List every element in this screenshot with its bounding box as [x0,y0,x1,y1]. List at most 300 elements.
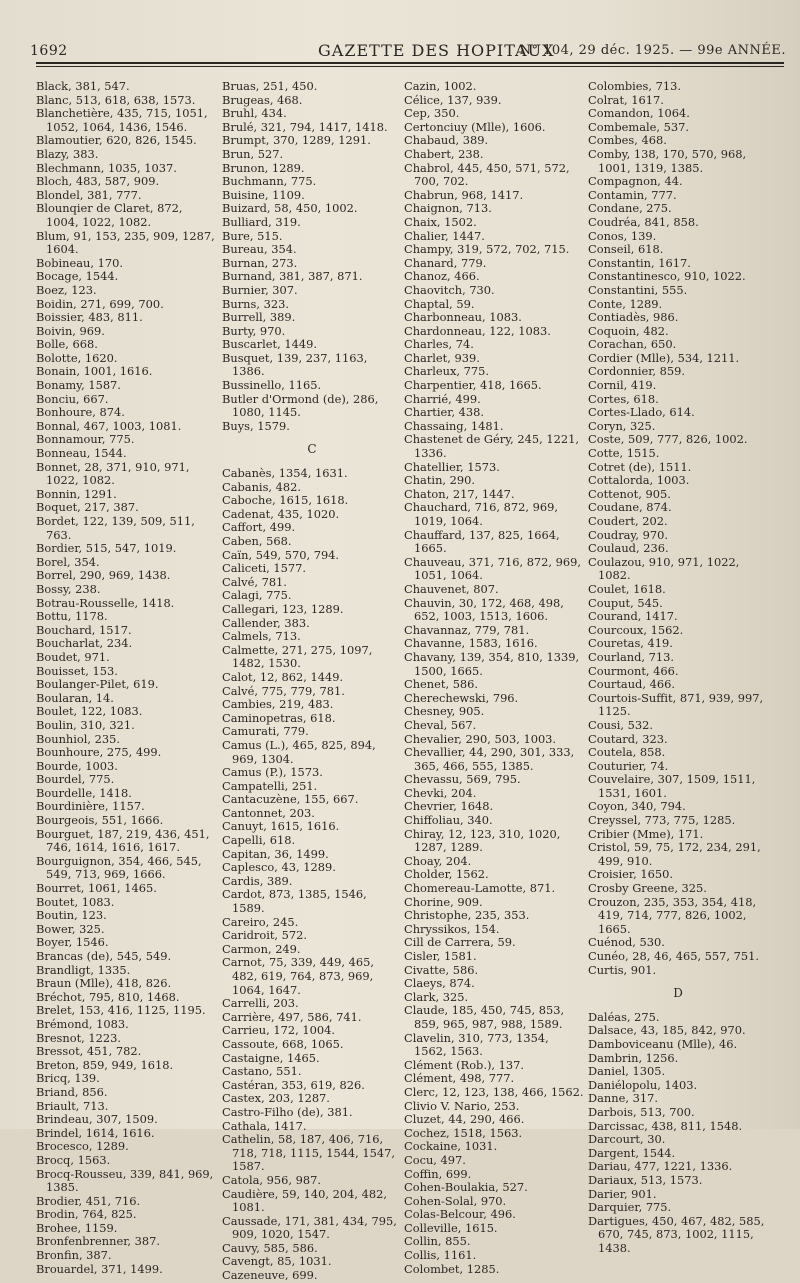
index-entry: Chomereau-Lamotte, 871. [404,881,556,896]
index-entry: Chryssikos, 154. [404,921,500,936]
index-entry: Cheval, 567. [404,717,477,732]
index-entry: Blounqier de Claret, 872, 1004, 1022, 1082. [36,201,183,229]
section-heading-d: D [673,986,683,1001]
index-column-1 [36,79,216,1276]
index-entry: Darier, 901. [588,1186,657,1201]
index-entry: Cochez, 1518, 1563. [404,1125,523,1140]
index-entry: Brocq, 1563. [36,1152,111,1167]
index-entry: Burrell, 389. [222,310,296,325]
index-entry: Cazeneuve, 699. [222,1268,318,1283]
index-entry: Burnand, 381, 387, 871. [222,269,363,284]
index-entry: Cortes-Llado, 614. [588,405,695,420]
index-entry: Caussade, 171, 381, 434, 795, 909, 1020, 1547. [222,1213,397,1242]
index-entry: Cortes, 618. [588,391,659,406]
index-entry: Cathelin, 58, 187, 406, 716, 718, 718, 1115, 1544, 1547, 1587. [222,1132,396,1174]
index-entry: Brugeas, 468. [222,92,303,107]
index-entry: Caffort, 499. [222,520,296,535]
index-entry: Cherechewski, 796. [404,690,519,705]
index-entry: Cardis, 389. [222,873,293,888]
index-column-3 [404,79,584,1276]
index-entry: Briault, 713. [36,1098,109,1113]
index-entry: Charlet, 939. [404,350,480,365]
index-entry: Blondel, 381, 777. [36,187,142,202]
index-entry: Bronfenbrenner, 387. [36,1234,160,1249]
index-entry: Darcourt, 30. [588,1132,666,1147]
index-entry: Contamin, 777. [588,187,677,202]
index-entry: Boez, 123. [36,282,97,297]
index-entry: Chauchard, 716, 872, 969, 1019, 1064. [404,500,558,528]
index-entry: Couturier, 74. [588,758,669,773]
index-entry: Chiray, 12, 123, 310, 1020, 1287, 1289. [404,826,561,855]
index-entry: Clément, 498, 777. [404,1071,515,1086]
index-entry: Caminopetras, 618. [222,710,336,725]
index-entry: Cantacuzène, 155, 667. [222,792,359,807]
index-entry: Comby, 138, 170, 570, 968, 1001, 1319, 1385. [588,146,747,175]
index-entry: Buchmann, 775. [222,174,317,189]
index-entry: Chatellier, 1573. [404,459,500,474]
index-entry: Colleville, 1615. [404,1220,498,1235]
index-entry: Blum, 91, 153, 235, 909, 1287, 1604. [36,228,215,257]
index-entry: Boudet, 971. [36,649,110,664]
index-entry: Couretas, 419. [588,636,673,651]
index-entry: Carrieu, 172, 1004. [222,1023,335,1038]
index-entry: Chevallier, 44, 290, 301, 333, 365, 466, 555, 1385. [404,745,575,773]
index-entry: Bower, 325. [36,921,105,936]
index-entry: Bounhoure, 275, 499. [36,745,162,760]
entries-list [222,467,402,1283]
index-entry: Burnan, 273. [222,255,298,270]
page-header [30,35,786,61]
index-entry: Curtis, 901. [588,962,657,977]
index-entry: Bolotte, 1620. [36,350,118,365]
index-entry: Burns, 323. [222,296,289,311]
index-entry: Brumpt, 370, 1289, 1291. [222,133,371,148]
index-entry: Bulliard, 319. [222,214,301,229]
index-entry: Camus (L.), 465, 825, 894, 969, 1304. [222,737,376,766]
index-entry: Bourde, 1003. [36,758,118,773]
index-entry: Comandon, 1064. [588,106,690,121]
index-entry: Cathala, 1417. [222,1118,307,1133]
index-entry: Crosby Greene, 325. [588,881,707,896]
index-entry: Christophe, 235, 353. [404,908,530,923]
index-entry: Calagi, 775. [222,588,292,603]
index-entry: Buisine, 1109. [222,187,305,202]
index-entry: Brunon, 1289. [222,160,305,175]
index-entry: Courand, 1417. [588,609,678,624]
index-entry: Black, 381, 547. [36,79,130,93]
index-entry: Castex, 203, 1287. [222,1091,330,1106]
index-entry: Bréchot, 795, 810, 1468. [36,989,180,1004]
index-entry: Charbonneau, 1083. [404,310,522,325]
index-entry: Coutela, 858. [588,745,666,760]
index-entry: Cribier (Mme), 171. [588,826,704,841]
index-entry: Callegari, 123, 1289. [222,601,344,616]
index-entry: Cocu, 497. [404,1152,466,1167]
index-entry: Camus (P.), 1573. [222,765,323,780]
index-entry: Daniélopolu, 1403. [588,1077,698,1092]
index-entry: Creyssel, 773, 775, 1285. [588,813,736,828]
index-entry: Bureau, 354. [222,242,297,257]
index-entry: Burnier, 307. [222,282,298,297]
index-entry: Colas-Belcour, 496. [404,1207,516,1222]
index-entry: Bloch, 483, 587, 909. [36,174,160,189]
index-entry: Chalier, 1447. [404,228,485,243]
index-entry: Bonneau, 1544. [36,446,127,461]
index-entry: Coste, 509, 777, 826, 1002. [588,432,748,447]
index-entry: Clerc, 12, 123, 138, 466, 1562. [404,1084,584,1099]
index-entry: Courtaud, 466. [588,677,675,692]
index-entry: Colombies, 713. [588,79,681,93]
index-entry: Bonain, 1001, 1616. [36,364,153,379]
index-entry: Chaton, 217, 1447. [404,486,515,501]
index-entry: Calvé, 775, 779, 781. [222,683,345,698]
index-entry: Bonnal, 467, 1003, 1081. [36,418,182,433]
index-entry: Chiffoliau, 340. [404,813,493,828]
index-entry: Coudane, 874. [588,500,672,515]
index-entry: Carmon, 249. [222,941,301,956]
index-entry: Cluzet, 44, 290, 466. [404,1112,525,1127]
index-entry: Coyon, 340, 794. [588,799,686,814]
entries-list [588,1011,768,1256]
index-entry: Caïn, 549, 570, 794. [222,547,340,562]
index-entry: Cotret (de), 1511. [588,459,692,474]
index-entry: Coulaud, 236. [588,541,669,556]
index-entry: Daléas, 275. [588,1009,660,1024]
index-entry: Brancas (de), 545, 549. [36,949,172,963]
index-entry: Bouisset, 153. [36,663,118,678]
index-entry: Coryn, 325. [588,418,656,433]
index-entry: Corachan, 650. [588,337,677,352]
index-entry: Chanard, 779. [404,255,487,270]
index-entry: Cadenat, 435, 1020. [222,506,340,521]
index-entry: Croisier, 1650. [588,867,673,882]
index-entry: Chauffard, 137, 825, 1664, 1665. [404,527,560,556]
index-entry: Brulé, 321, 794, 1417, 1418. [222,119,388,134]
index-entry: Brodier, 451, 716. [36,1193,141,1208]
index-entry: Cantonnet, 203. [222,805,315,820]
index-entry: Cauvy, 585, 586. [222,1240,318,1255]
index-entry: Conte, 1289. [588,296,663,311]
index-entry: Cazin, 1002. [404,79,477,93]
index-entry: Darbois, 513, 700. [588,1104,695,1119]
index-entry: Charleux, 775. [404,364,490,379]
index-entry: Damboviceanu (Mlle), 46. [588,1036,738,1051]
index-entry: Brun, 527. [222,146,284,161]
index-entry: Boulin, 310, 321. [36,717,135,732]
index-entry: Bossy, 238. [36,581,101,596]
index-entry: Charles, 74. [404,337,474,352]
index-entry: Chabrun, 968, 1417. [404,187,524,202]
index-entry: Chastenet de Géry, 245, 1221, 1336. [404,432,579,461]
index-entry: Chauvin, 30, 172, 468, 498, 652, 1003, 1513, 1606. [404,595,564,624]
index-entry: Caudière, 59, 140, 204, 482, 1081. [222,1186,388,1215]
index-entry: Cordier (Mlle), 534, 1211. [588,350,740,365]
header-rule-thick [36,62,784,64]
index-entry: Coquoin, 482. [588,323,669,338]
index-entry: Cornil, 419. [588,378,657,393]
index-entry: Célice, 137, 939. [404,92,502,107]
index-entry: Brohee, 1159. [36,1220,118,1235]
index-entry: Cuénod, 530. [588,935,665,950]
index-entry: Conos, 139. [588,228,657,243]
index-entry: Cristol, 59, 75, 172, 234, 291, 499, 910. [588,840,761,868]
entries-list [222,80,402,433]
index-entry: Blazy, 383. [36,146,99,161]
index-entry: Burty, 970. [222,323,286,338]
index-entry: Brouardel, 371, 1499. [36,1261,163,1276]
index-entry: Chabaud, 389. [404,133,489,148]
index-entry: Chaignon, 713. [404,201,492,216]
index-entry: Botrau-Rousselle, 1418. [36,595,175,610]
index-entry: Brodin, 764, 825. [36,1207,137,1222]
index-entry: Bressot, 451, 782. [36,1044,142,1059]
index-entry: Courcoux, 1562. [588,622,684,637]
index-entry: Bresnot, 1223. [36,1030,122,1045]
index-entry: Chaovitch, 730. [404,282,495,297]
index-entry: Coulet, 1618. [588,581,666,596]
index-entry: Bruas, 251, 450. [222,79,318,93]
index-entry: Conseil, 618. [588,242,664,257]
index-entry: Blanchetière, 435, 715, 1051, 1052, 1064, 1436, 1546. [36,106,208,134]
index-entry: Clavelin, 310, 773, 1354, 1562, 1563. [404,1030,549,1059]
index-entry: Blanc, 513, 618, 638, 1573. [36,92,196,107]
index-entry: Chenet, 586. [404,677,479,692]
index-entry: Chorine, 909. [404,894,483,909]
index-entry: Cockaine, 1031. [404,1139,498,1154]
index-entry: Cousi, 532. [588,717,654,732]
index-entry: Chauveau, 371, 716, 872, 969, 1051, 1064. [404,554,582,583]
index-entry: Bruhl, 434. [222,106,287,121]
index-entry: Bolle, 668. [36,337,98,352]
index-entry: Boulanger-Pilet, 619. [36,677,159,692]
index-entry: Dariau, 477, 1221, 1336. [588,1159,733,1174]
index-entry: Bronfin, 387. [36,1248,112,1263]
index-entry: Boucharlat, 234. [36,636,133,651]
index-entry: Brocesco, 1289. [36,1139,129,1154]
index-entry: Dartigues, 450, 467, 482, 585, 670, 745, 873, 1002, 1115, 1438. [588,1213,765,1255]
index-entry: Cisler, 1581. [404,949,477,963]
index-column-4 [588,79,768,1255]
index-entry: Chesney, 905. [404,704,485,719]
index-entry: Castano, 551. [222,1064,302,1079]
index-entry: Coutard, 323. [588,731,668,746]
index-entry: Castéran, 353, 619, 826. [222,1077,365,1092]
index-entry: Champy, 319, 572, 702, 715. [404,242,570,257]
index-entry: Careiro, 245. [222,914,299,929]
index-entry: Caridroit, 572. [222,928,308,943]
index-entry: Boutin, 123. [36,908,107,923]
index-entry: Brandligt, 1335. [36,962,131,977]
index-entry: Caboche, 1615, 1618. [222,493,349,508]
journal-title: GAZETTE DES HOPITAUX [318,41,555,60]
index-entry: Chavanne, 1583, 1616. [404,636,538,651]
index-entry: Chavany, 139, 354, 810, 1339, 1500, 1665. [404,649,580,678]
index-entry: Capitan, 36, 1499. [222,846,329,861]
index-entry: Campatelli, 251. [222,778,318,793]
index-entry: Chevki, 204. [404,785,477,800]
index-entry: Cep, 350. [404,106,460,121]
index-entry: Constantini, 555. [588,282,688,297]
page-number: 1692 [30,43,68,59]
index-entry: Coffin, 699. [404,1166,472,1181]
index-entry: Cohen-Boulakia, 527. [404,1180,528,1195]
index-entry: Capelli, 618. [222,833,296,848]
index-entry: Briand, 856. [36,1084,108,1099]
index-entry: Boulet, 122, 1083. [36,704,143,719]
index-entry: Bonnin, 1291. [36,486,117,501]
index-entry: Carrière, 497, 586, 741. [222,1009,362,1024]
index-entry: Couput, 545. [588,595,663,610]
index-entry: Dalsace, 43, 185, 842, 970. [588,1023,746,1038]
index-entry: Caben, 568. [222,534,292,548]
index-entry: Choay, 204. [404,853,472,868]
index-entry: Chevassu, 569, 795. [404,772,521,787]
index-entry: Certonciuy (Mlle), 1606. [404,119,546,134]
index-entry: Camurati, 779. [222,724,309,739]
index-entry: Bounhiol, 235. [36,731,120,746]
index-entry: Callender, 383. [222,615,310,630]
index-entry: Buys, 1579. [222,418,290,433]
index-entry: Brocq-Rousseu, 339, 841, 969, 1385. [36,1166,214,1195]
index-entry: Colrat, 1617. [588,92,664,107]
index-entry: Boivin, 969. [36,323,105,338]
index-entry: Dargent, 1544. [588,1145,676,1160]
index-entry: Carrelli, 203. [222,996,299,1011]
index-entry: Cabanès, 1354, 1631. [222,466,348,481]
index-entry: Boquet, 217, 387. [36,500,139,515]
index-entry: Borel, 354. [36,554,100,569]
index-entry: Chavannaz, 779, 781. [404,622,530,637]
index-entry: Bourguet, 187, 219, 436, 451, 746, 1614, 1616, 1617. [36,826,210,855]
index-entry: Caliceti, 1577. [222,561,306,576]
index-entry: Calmette, 271, 275, 1097, 1482, 1530. [222,642,373,671]
index-entry: Cavengt, 85, 1031. [222,1254,332,1269]
index-entry: Braun (Mlle), 418, 826. [36,976,172,991]
index-entry: Boyer, 1546. [36,935,109,950]
index-entry: Cill de Carrera, 59. [404,935,516,950]
index-entry: Bourdinière, 1157. [36,799,145,814]
index-entry: Clivio V. Nario, 253. [404,1098,520,1113]
index-entry: Boidin, 271, 699, 700. [36,296,164,311]
header-rule-thin [36,66,784,67]
index-entry: Bourret, 1061, 1465. [36,881,157,896]
index-entry: Claude, 185, 450, 745, 853, 859, 965, 987, 988, 1589. [404,1003,565,1031]
index-entry: Cunéo, 28, 46, 465, 557, 751. [588,949,760,963]
index-entry: Bourgeois, 551, 1666. [36,813,164,828]
index-entry: Cotte, 1515. [588,446,660,461]
index-entry: Cordonnier, 859. [588,364,686,379]
issue-info: N° 104, 29 déc. 1925. — 99e ANNÉE. [519,43,786,58]
index-entry: Brémond, 1083. [36,1016,129,1031]
index-entry: Bordet, 122, 139, 509, 511, 763. [36,514,195,542]
index-entry: Cottenot, 905. [588,486,671,501]
index-entry: Calot, 12, 862, 1449. [222,669,344,684]
index-entry: Cottalorda, 1003. [588,473,690,488]
index-entry: Blamoutier, 620, 826, 1545. [36,133,197,148]
index-entry: Clément (Rob.), 137. [404,1057,525,1072]
index-entry: Chabert, 238. [404,146,484,161]
index-entry: Boularan, 14. [36,690,114,705]
index-entry: Bourguignon, 354, 466, 545, 549, 713, 969, 1666. [36,853,202,882]
index-entry: Castro-Filho (de), 381. [222,1104,353,1119]
index-entry: Contiadès, 986. [588,310,679,325]
index-entry: Calmels, 713. [222,629,301,644]
index-entry: Chauvenet, 807. [404,581,499,596]
index-entry: Boutet, 1083. [36,894,115,909]
index-entry: Blechmann, 1035, 1037. [36,160,177,175]
index-entry: Cambies, 219, 483. [222,697,334,712]
index-entry: Dambrin, 1256. [588,1050,679,1065]
index-entry: Dariaux, 513, 1573. [588,1172,703,1187]
index-entry: Chanoz, 466. [404,269,480,284]
index-entry: Collis, 1161. [404,1248,477,1263]
index-entry: Charpentier, 418, 1665. [404,378,542,393]
index-entry: Coudert, 202. [588,514,668,528]
index-entry: Borrel, 290, 969, 1438. [36,568,171,583]
index-entry: Butler d'Ormond (de), 286, 1080, 1145. [222,391,379,420]
index-entry: Daniel, 1305. [588,1064,666,1079]
index-entry: Bricq, 139. [36,1071,100,1086]
index-entry: Cabanis, 482. [222,479,302,494]
index-entry: Chabrol, 445, 450, 571, 572, 700, 702. [404,160,570,189]
index-entry: Courtois-Suffit, 871, 939, 997, 1125. [588,690,764,719]
index-entry: Chaix, 1502. [404,214,477,229]
index-column-2 [222,79,402,1283]
index-entry: Boissier, 483, 811. [36,310,143,325]
index-entry: Bourdel, 775. [36,772,115,787]
index-entry: Claeys, 874. [404,976,475,991]
index-entry: Bocage, 1544. [36,269,119,284]
index-entry: Buizard, 58, 450, 1002. [222,201,358,216]
index-entry: Clark, 325. [404,989,469,1004]
index-entry: Civatte, 586. [404,962,479,977]
index-entry: Darcissac, 438, 811, 1548. [588,1118,743,1133]
index-entry: Brelet, 153, 416, 1125, 1195. [36,1003,206,1018]
index-entry: Canuyt, 1615, 1616. [222,819,340,834]
index-entry: Chaptal, 59. [404,296,475,311]
index-entry: Bussinello, 1165. [222,378,322,393]
index-entry: Bonhoure, 874. [36,405,125,420]
index-entry: Chevrier, 1648. [404,799,494,814]
index-entry: Combemale, 537. [588,119,689,134]
index-entry: Bordier, 515, 547, 1019. [36,541,177,556]
index-entry: Couvelaire, 307, 1509, 1511, 1531, 1601. [588,772,756,800]
index-entry: Cassoute, 668, 1065. [222,1036,344,1051]
index-entry: Coudréa, 841, 858. [588,214,699,229]
index-entry: Bouchard, 1517. [36,622,132,637]
index-entry: Brindeau, 307, 1509. [36,1112,158,1127]
index-entry: Cardot, 873, 1385, 1546, 1589. [222,887,367,916]
index-entry: Condane, 275. [588,201,672,216]
index-entry: Bure, 515. [222,228,283,243]
index-entry: Caplesco, 43, 1289. [222,860,336,875]
index-entry: Darquier, 775. [588,1200,672,1215]
entries-list [404,80,584,1276]
entries-list [588,80,768,977]
index-entry: Constantinesco, 910, 1022. [588,269,746,284]
index-entry: Busquet, 139, 237, 1163, 1386. [222,350,368,379]
section-heading-c: C [307,442,317,457]
index-entry: Chardonneau, 122, 1083. [404,323,551,338]
index-entry: Chartier, 438. [404,405,485,420]
index-entry: Bonamy, 1587. [36,378,121,393]
index-entry: Colombet, 1285. [404,1261,500,1276]
index-entry: Charrié, 499. [404,391,481,406]
index-entry: Brindel, 1614, 1616. [36,1125,155,1140]
index-entry: Bonnet, 28, 371, 910, 971, 1022, 1082. [36,459,190,488]
index-entry: Calvé, 781. [222,574,287,589]
index-entry: Bourdelle, 1418. [36,785,132,800]
